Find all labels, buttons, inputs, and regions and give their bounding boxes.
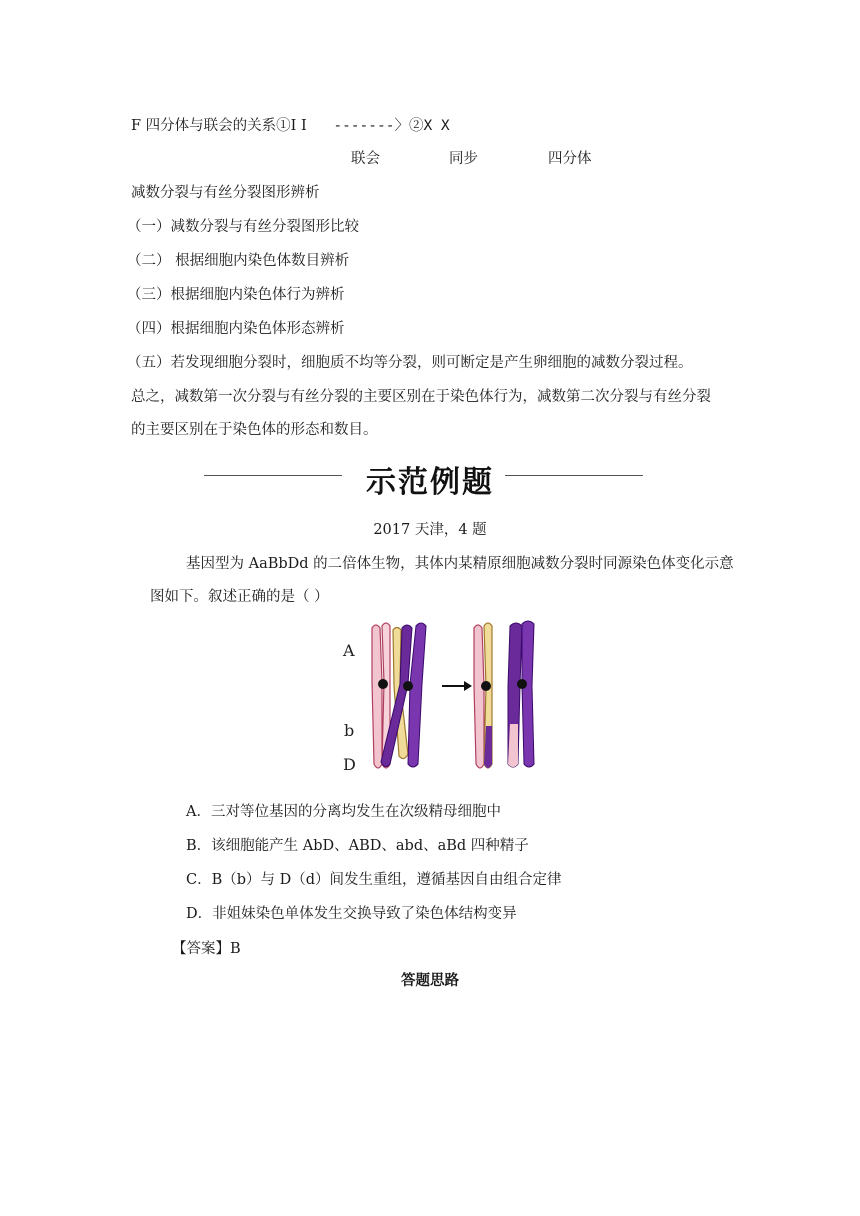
option-d: D．非姐妹染色单体发生交换导致了染色体结构变异 — [186, 906, 517, 922]
f-line — [131, 114, 450, 135]
banner-rule-right — [505, 475, 643, 476]
option-b: B．该细胞能产生 AbD、ABD、abd、aBd 四种精子 — [186, 838, 529, 854]
figure-label-b: b — [344, 721, 355, 740]
summary-line: 的主要区别在于染色体的形态和数目。 — [131, 422, 378, 438]
label-synchronous: 同步 — [449, 151, 478, 167]
hint-title: 答题思路 — [401, 973, 459, 989]
chromosome-crossover-figure — [338, 614, 548, 778]
question-stem-line: 基因型为 AaBbDd 的二倍体生物，其体内某精原细胞减数分裂时同源染色体变化示意 — [186, 556, 734, 572]
homologous-pair-before — [372, 623, 426, 768]
list-item: （二） 根据细胞内染色体数目辨析 — [127, 253, 350, 269]
summary-line: 总之，减数第一次分裂与有丝分裂的主要区别在于染色体行为，减数第二次分裂与有丝分裂 — [131, 389, 711, 405]
list-item: （四）根据细胞内染色体形态辨析 — [127, 321, 345, 337]
question-source: 2017 天津，4 题 — [373, 522, 487, 538]
section-heading: 减数分裂与有丝分裂图形辨析 — [131, 185, 320, 201]
label-synapsis: 联会 — [351, 151, 380, 167]
answer: 【答案】B — [172, 941, 241, 957]
figure-label-d: D — [343, 755, 356, 774]
f-line-arrow: -------〉②X X — [333, 118, 450, 134]
list-item: （一）减数分裂与有丝分裂图形比较 — [127, 219, 359, 235]
label-tetrad: 四分体 — [548, 151, 592, 167]
figure-label-a: A — [343, 641, 355, 660]
option-c: C．B（b）与 D（d）间发生重组，遵循基因自由组合定律 — [186, 872, 562, 888]
arrow-icon — [442, 681, 472, 691]
f-line-label: F 四分体与联会的关系①I I — [131, 118, 307, 134]
homologous-pair-after — [474, 621, 534, 768]
question-stem-line: 图如下。叙述正确的是（ ） — [150, 589, 329, 605]
list-item: （三）根据细胞内染色体行为辨析 — [127, 287, 345, 303]
option-a: A．三对等位基因的分离均发生在次级精母细胞中 — [186, 804, 501, 820]
list-item: （五）若发现细胞分裂时，细胞质不均等分裂，则可断定是产生卵细胞的减数分裂过程。 — [127, 355, 693, 371]
banner-title: 示范例题 — [366, 465, 494, 500]
